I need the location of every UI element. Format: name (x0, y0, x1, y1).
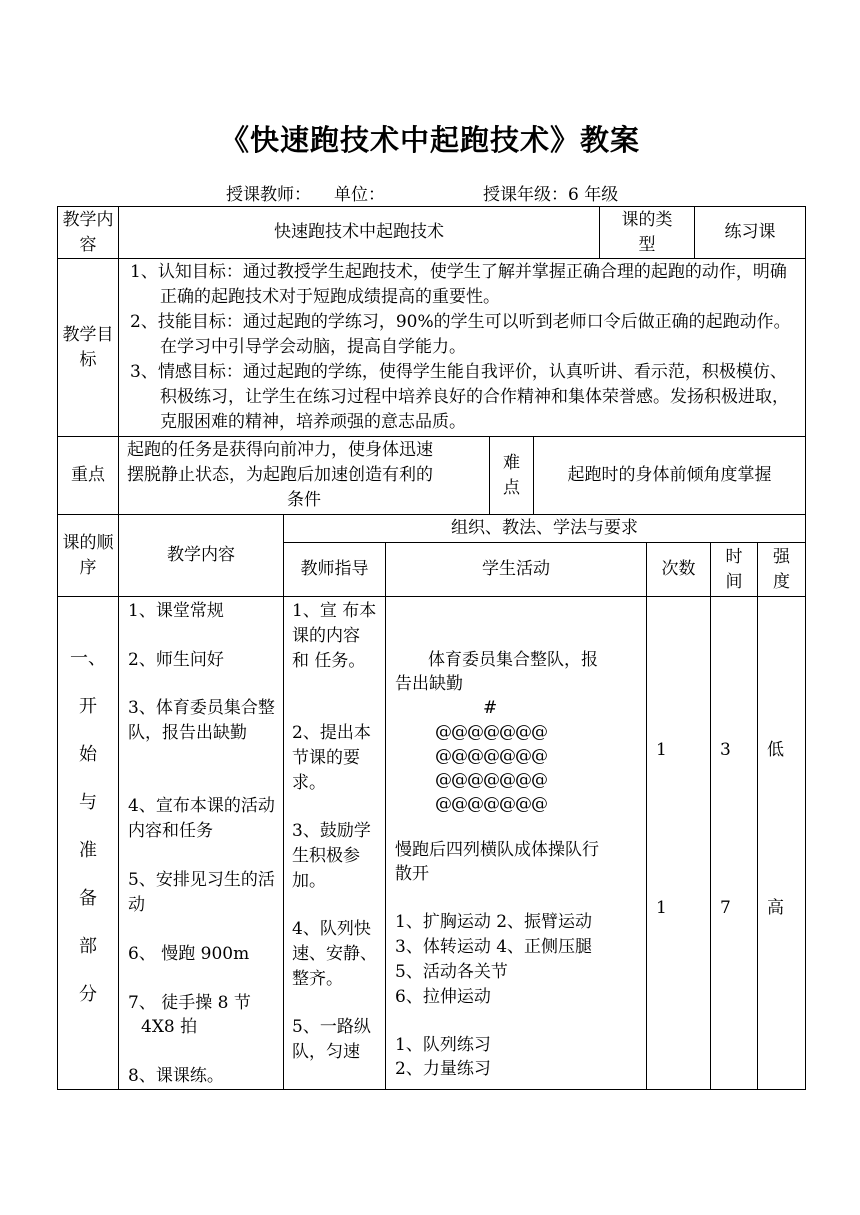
student-header-cell (386, 543, 647, 597)
document-title: 《快速跑技术中起跑技术》教案 (219, 123, 640, 157)
org-header: 组织、教法、学法与要求 (451, 518, 638, 538)
teacher-header-cell (284, 543, 386, 597)
student-line: 2、力量练习 (395, 1059, 491, 1079)
difficulty-label-cell (490, 437, 534, 515)
student-line: 告出缺勤 (395, 674, 463, 694)
student-activity-cell (386, 597, 647, 1090)
teacher-item: 2、提出本节课的要求。 (292, 723, 371, 793)
teacher-item: 1、宣 布本课的内容 和 任务。 (292, 601, 377, 671)
section-char: 始 (79, 744, 97, 765)
section-cell (58, 597, 119, 1090)
section-char: 与 (79, 792, 97, 813)
content-value-cell (119, 207, 600, 259)
student-line: 3、体转运动 4、正侧压腿 (395, 937, 593, 957)
unit-label: 单位： (334, 185, 385, 205)
goals-cell (119, 259, 806, 437)
content-header: 教学内容 (167, 545, 235, 565)
order-label: 课的顺序 (62, 532, 114, 578)
content-item: 3、体育委员集合整队，报告出缺勤 (128, 698, 275, 743)
content-item: 7、 徒手操 8 节 (128, 993, 251, 1013)
teacher-item: 5、一路纵队，匀速 (292, 1017, 371, 1062)
plan-table (57, 514, 806, 1090)
student-line: 散开 (395, 864, 429, 884)
section-char: 开 (79, 696, 97, 717)
content-item: 1、课堂常规 (128, 601, 224, 621)
section-char: 分 (79, 984, 97, 1005)
grade-label: 授课年级：6 年级 (483, 185, 619, 205)
count-header-cell (647, 543, 711, 597)
section-char: 准 (79, 840, 97, 861)
teacher-item: 4、队列快速、安静、整齐。 (292, 919, 377, 989)
content-item: 8、课课练。 (128, 1066, 224, 1086)
count-cell (647, 597, 711, 1090)
difficulty-label: 难点 (503, 452, 520, 498)
teacher-item: 3、鼓励学生积极参加。 (292, 821, 371, 891)
content-item: 5、安排见习生的活动 (128, 870, 275, 915)
time-cell (711, 597, 758, 1090)
key-value-cell (119, 437, 490, 515)
formation-row: @@@@@@@ (435, 746, 547, 766)
formation-row: @@@@@@@ (435, 770, 547, 790)
student-header: 学生活动 (482, 559, 550, 579)
goal-emotion: 3、情感目标：通过起跑的学练，使得学生能自我评价，认真听讲、看示范，积极模仿、积极练习，让学生在练习过程中培养良好的合作精神和集体荣誉感。发扬积极进取，克服困难的精神，培养顽强的意志品质。 (130, 362, 789, 432)
formation-row: @@@@@@@ (435, 722, 547, 742)
key-label: 重点 (71, 465, 105, 485)
student-line: 1、扩胸运动 2、振臂运动 (395, 912, 593, 932)
content-items-cell (119, 597, 284, 1090)
content-value: 快速跑技术中起跑技术 (274, 222, 444, 242)
type-value: 练习课 (724, 222, 776, 242)
section-char: 一、 (70, 648, 106, 669)
content-item: 6、 慢跑 900m (128, 944, 250, 964)
formation-row: @@@@@@@ (435, 794, 547, 814)
header-table (57, 206, 806, 515)
key-line-1: 起跑的任务是获得向前冲力，使身体迅速 (127, 440, 433, 460)
time-value: 7 (720, 898, 731, 918)
org-header-cell (284, 515, 806, 543)
intensity-value: 高 (767, 898, 784, 918)
type-value-cell (695, 207, 806, 259)
key-line-3: 条件 (287, 490, 321, 510)
type-label-cell (600, 207, 695, 259)
count-value: 1 (656, 898, 667, 918)
section-char: 部 (79, 936, 97, 957)
formation-marker: # (483, 698, 498, 718)
content-item: 4X8 拍 (141, 1017, 198, 1037)
time-value: 3 (720, 740, 731, 760)
teacher-header: 教师指导 (300, 559, 369, 579)
goal-cognitive: 1、认知目标：通过教授学生起跑技术，使学生了解并掌握正确合理的起跑的动作，明确正确的起跑技术对于短跑成绩提高的重要性。 (130, 262, 787, 307)
key-line-2: 摆脱静止状态，为起跑后加速创造有利的 (127, 465, 433, 485)
difficulty-value-cell (534, 437, 806, 515)
intensity-cell (758, 597, 806, 1090)
time-header: 时间 (725, 546, 743, 592)
key-label-cell (58, 437, 119, 515)
goals-label: 教学目标 (62, 324, 114, 370)
goals-label-cell (58, 259, 119, 437)
content-label-cell (58, 207, 119, 259)
student-line: 慢跑后四列横队成体操队行 (395, 840, 599, 860)
intensity-value: 低 (767, 740, 784, 760)
content-item: 4、宣布本课的活动内容和任务 (128, 796, 275, 841)
type-label: 课的类型 (621, 209, 673, 255)
teacher-label: 授课教师： (226, 185, 311, 205)
student-line: 6、拉伸运动 (395, 987, 491, 1007)
content-item: 2、师生问好 (128, 650, 224, 670)
student-line: 5、活动各关节 (395, 962, 508, 982)
difficulty-value: 起跑时的身体前倾角度掌握 (567, 465, 772, 485)
content-header-cell (119, 515, 284, 597)
content-label: 教学内容 (62, 209, 114, 255)
section-char: 备 (79, 888, 97, 909)
student-line: 1、队列练习 (395, 1035, 491, 1055)
intensity-header-cell (758, 543, 806, 597)
count-header: 次数 (661, 559, 696, 579)
teacher-items-cell (284, 597, 386, 1090)
time-header-cell (711, 543, 758, 597)
count-value: 1 (656, 740, 667, 760)
order-label-cell (58, 515, 119, 597)
intensity-header: 强度 (773, 546, 790, 592)
student-line: 体育委员集合整队，报 (428, 650, 598, 670)
goal-skill: 2、技能目标：通过起跑的学练习，90%的学生可以听到老师口令后做正确的起跑动作。在学习中引导学会动脑，提高自学能力。 (130, 312, 791, 357)
